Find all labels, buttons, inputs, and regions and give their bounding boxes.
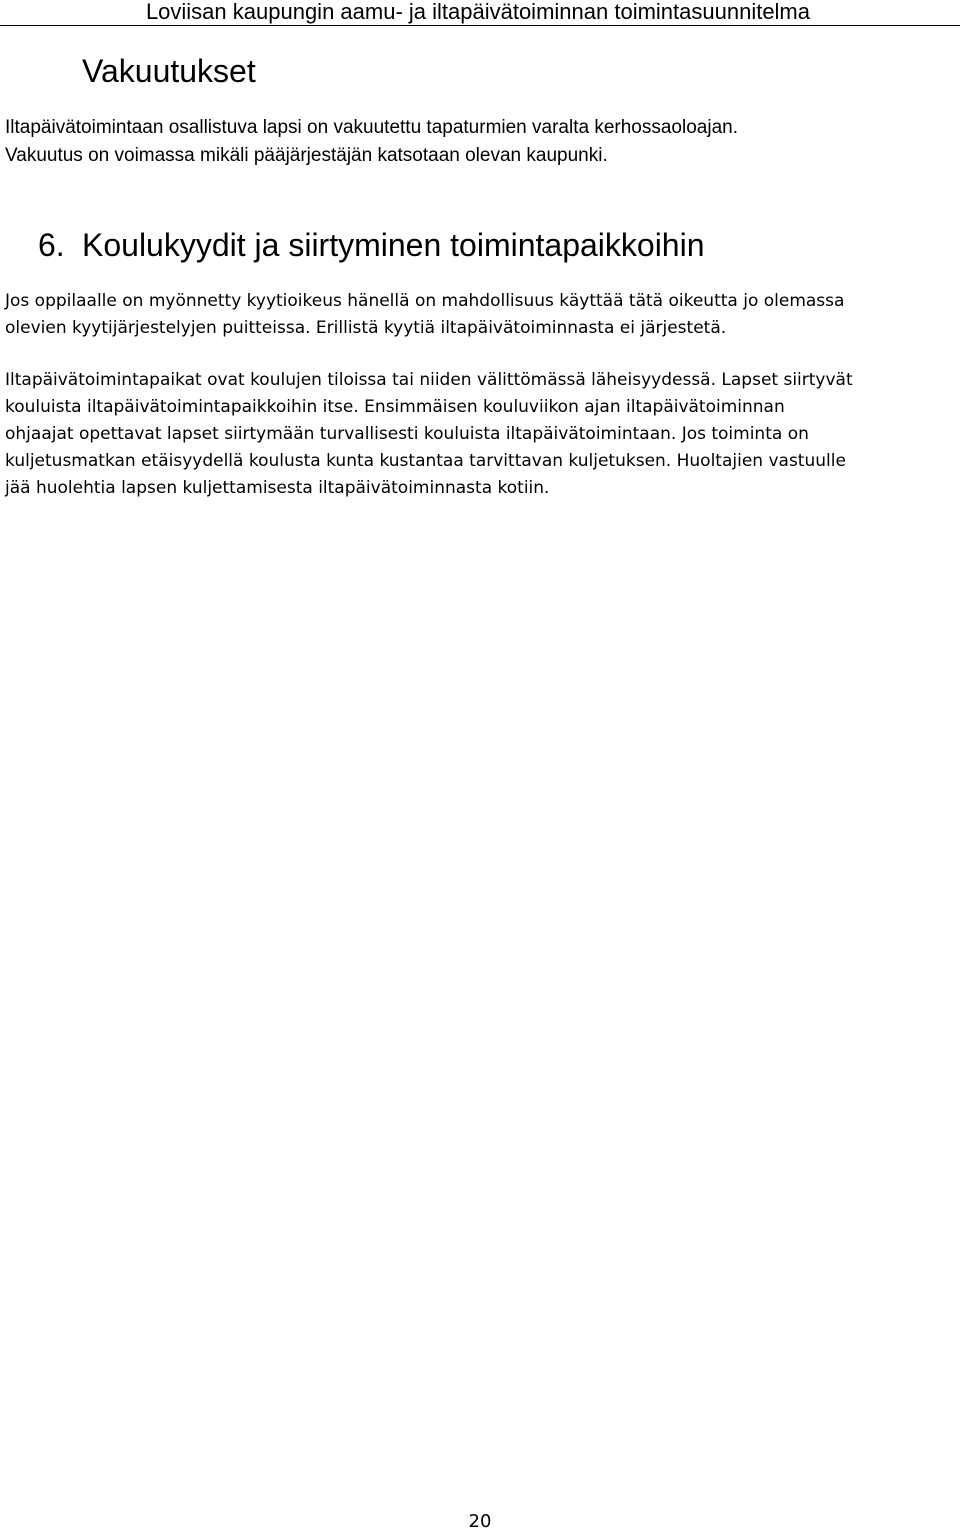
section-number: 6. [38,227,65,263]
paragraph-insurance [5,114,955,170]
paragraph-line: Jos oppilaalle on myönnetty kyytioikeus hänellä on mahdollisuus käyttää tätä oikeutta jo olemassa [5,291,845,311]
document-header-title: Loviisan kaupungin aamu- ja iltapäivätoiminnan toimintasuunnitelma [145,0,810,24]
paragraph-line: Iltapäivätoimintaan osallistuva lapsi on vakuutettu tapaturmien varalta kerhossaoloajan. [5,117,738,138]
heading-section-6 [38,224,705,266]
paragraph-line: Iltapäivätoimintapaikat ovat koulujen tiloissa tai niiden välittömässä läheisyydessä. Lapset siirtyvät [5,370,853,390]
paragraph-line: kouluista iltapäivätoimintapaikkoihin itse. Ensimmäisen kouluviikon ajan iltapäivätoiminnan [5,397,785,417]
header-divider [0,25,960,26]
paragraph-line: ohjaajat opettavat lapset siirtymään turvallisesti kouluista iltapäivätoimintaan. Jos toiminta on [5,424,809,444]
paragraph-transport-eligibility [5,288,957,342]
section-heading-text: Koulukyydit ja siirtyminen toimintapaikkoihin [82,227,705,263]
paragraph-line: Vakuutus on voimassa mikäli pääjärjestäjän katsotaan olevan kaupunki. [5,145,608,166]
heading-vakuutukset: Vakuutukset [82,53,256,89]
paragraph-transport-locations [5,367,957,502]
paragraph-line: jää huolehtia lapsen kuljettamisesta iltapäivätoiminnasta kotiin. [5,478,550,498]
page-number: 20 [468,1511,492,1532]
paragraph-line: kuljetusmatkan etäisyydellä koulusta kunta kustantaa tarvittavan kuljetuksen. Huoltajien vastuulle [5,451,846,471]
paragraph-line: olevien kyytijärjestelyjen puitteissa. Erillistä kyytiä iltapäivätoiminnasta ei järjestetä. [5,318,727,338]
